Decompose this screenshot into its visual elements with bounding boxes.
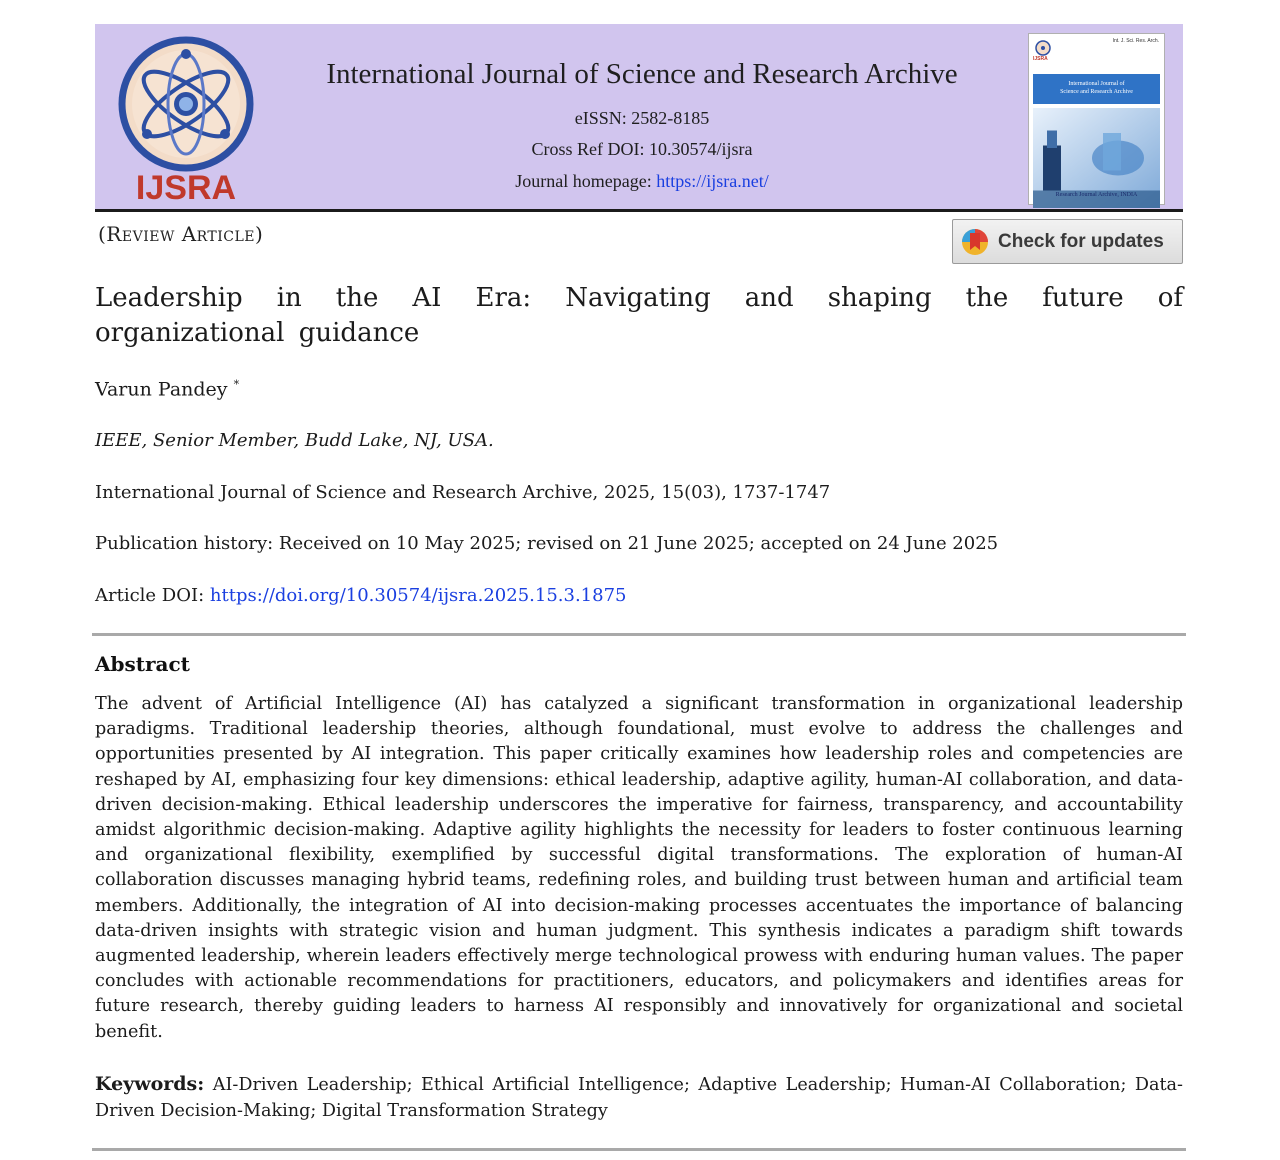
article-title: Leadership in the AI Era: Navigating and shaping the future of organizational guidance: [95, 283, 1183, 348]
crossref-doi: Cross Ref DOI: 10.30574/ijsra: [531, 139, 753, 159]
journal-cover-thumbnail: [1028, 33, 1165, 205]
homepage-label: Journal homepage:: [515, 171, 657, 191]
bottom-divider: [92, 1148, 1186, 1151]
keywords-label: Keywords:: [95, 1073, 205, 1095]
check-updates-icon: [960, 227, 990, 257]
ijsra-logo-icon: [113, 34, 263, 206]
doi-label: Article DOI:: [95, 585, 210, 606]
keywords: [95, 1071, 1183, 1124]
article-citation: International Journal of Science and Research Archive, 2025, 15(03), 1737-1747: [95, 482, 831, 503]
abstract-body: The advent of Artificial Intelligence (AI) has catalyzed a significant transformation in organizational leadership paradigms. Traditional leadership theories, although foundational, must evolve to address the challenges and opportunities presented by AI integration. This paper critically examines how leadership roles and competencies are reshaped by AI, emphasizing four key dimensions: ethical leadership, adaptive agility, human-AI collaboration, and data-driven decision-making. Ethical leadership underscores the imperative for fairness, transparency, and accountability amidst algorithmic decision-making. Adaptive agility highlights the necessity for leaders to foster continuous learning and organizational flexibility, exemplified by successful digital transformations. The exploration of human-AI collaboration discusses managing hybrid teams, redefining roles, and building trust between human and artificial team members. Additionally, the integration of AI into decision-making processes accentuates the importance of balancing data-driven insights with strategic vision and human judgment. This synthesis indicates a paradigm shift towards augmented leadership, wherein leaders effectively merge technological prowess with enduring human values. The paper concludes with actionable recommendations for practitioners, educators, and policymakers and identifies areas for future research, thereby guiding leaders to harness AI responsibly and innovatively for organizational and societal benefit.: [95, 694, 1183, 1042]
author-name: [95, 378, 239, 400]
header-rule: [95, 209, 1183, 212]
eissn: eISSN: 2582-8185: [574, 108, 710, 128]
article-type: (Review Article): [98, 222, 264, 246]
cover-band-line1: International Journal of: [1068, 81, 1125, 87]
cover-logo-text: IJSRA: [1033, 56, 1048, 62]
section-divider: [92, 633, 1186, 636]
journal-title: International Journal of Science and Research Archive: [326, 58, 958, 90]
cover-title-band: [1033, 74, 1160, 104]
cover-abbr: Int. J. Sci. Res. Arch.: [1112, 38, 1159, 44]
cover-footer: Research Journal Archive, INDIA: [1055, 192, 1138, 198]
cover-band-line2: Science and Research Archive: [1060, 89, 1133, 95]
check-for-updates-button[interactable]: [952, 219, 1183, 264]
corresponding-author-mark: *: [233, 378, 240, 391]
article-doi: [95, 585, 627, 606]
author-affiliation: IEEE, Senior Member, Budd Lake, NJ, USA.: [95, 430, 494, 451]
abstract-heading: Abstract: [95, 652, 190, 676]
journal-homepage: [300, 171, 984, 192]
doi-link[interactable]: https://doi.org/10.30574/ijsra.2025.15.3.1875: [209, 585, 627, 606]
publication-history: Publication history: Received on 10 May 2025; revised on 21 June 2025; accepted on 24 June 2025: [95, 533, 999, 554]
check-updates-label: Check for updates: [998, 230, 1164, 252]
homepage-link[interactable]: https://ijsra.net/: [656, 171, 769, 191]
logo-text: IJSRA: [135, 169, 237, 206]
cover-logo-icon: [1035, 40, 1051, 56]
author-text: Varun Pandey: [95, 378, 228, 401]
keywords-text: AI-Driven Leadership; Ethical Artificial Intelligence; Adaptive Leadership; Human-AI Collaboration; Data-Driven Decision-Making; Digital Transformation Strategy: [95, 1075, 1183, 1121]
